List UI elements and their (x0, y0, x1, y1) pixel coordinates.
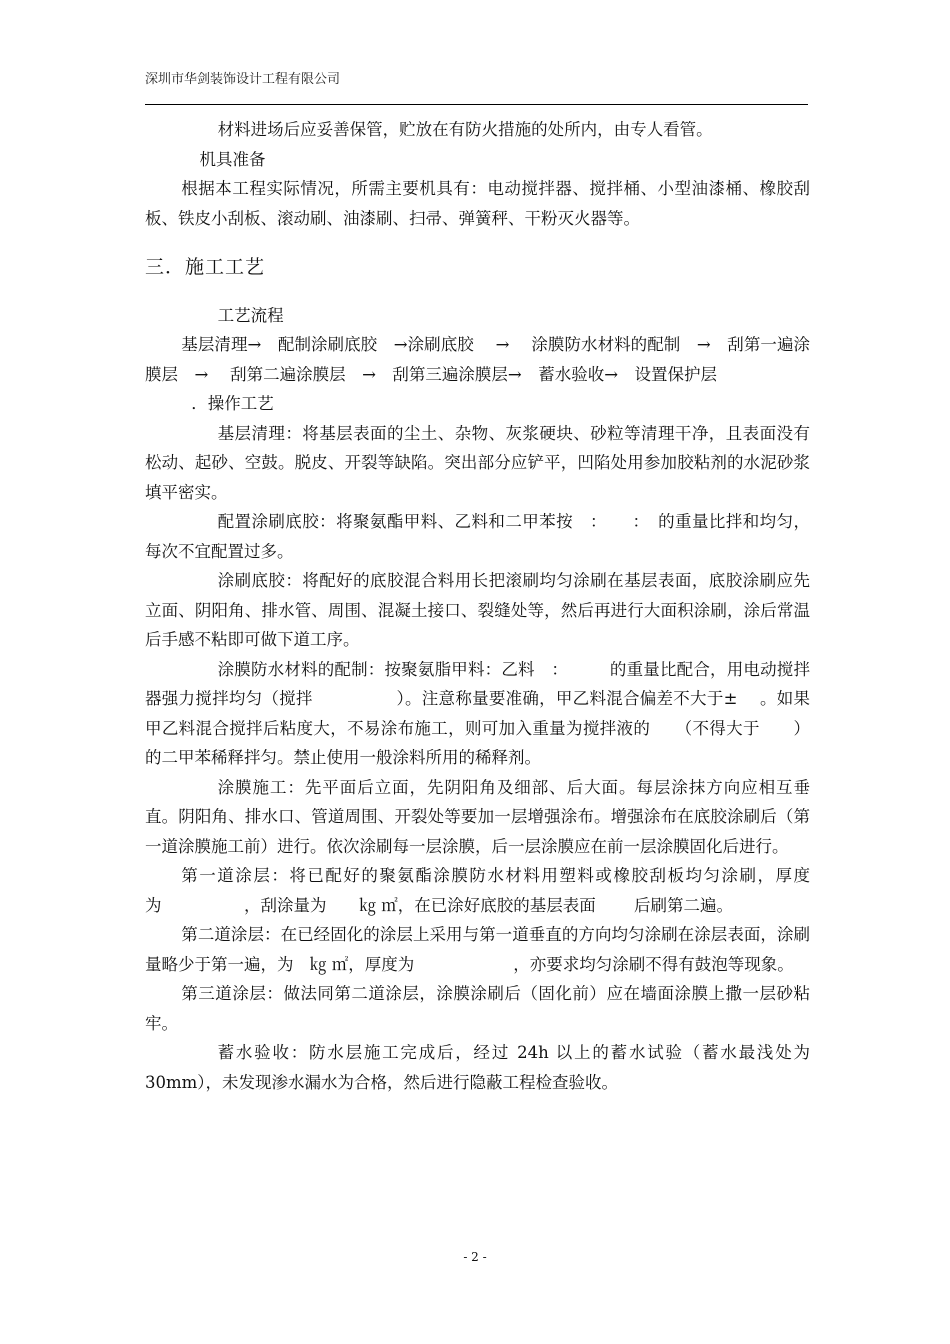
paragraph-water-test: 蓄水验收：防水层施工完成后，经过 24h 以上的蓄水试验（蓄水最浅处为 30mm），未发现渗水漏水为合格，然后进行隐蔽工程检查验收。 (145, 1043, 810, 1092)
subheading-operation: ．操作工艺 (191, 394, 274, 413)
paragraph-primer-brushing: 涂刷底胶：将配好的底胶混合料用长把滚刷均匀涂刷在基层表面，底胶涂刷应先立面、阴阳角、排水管、周围、混凝土接口、裂缝处等，然后再进行大面积涂刷，涂后常温 后手感不粘即可做下道工序。 (145, 571, 843, 649)
document-body (145, 115, 843, 1097)
section-heading-construction-process: 三．施工工艺 (145, 256, 266, 278)
paragraph-equipment-list: 根据本工程实际情况，所需主要机具有：电动搅拌器、搅拌桶、小型油漆桶、橡胶刮板、铁皮小刮板、滚动刷、油漆刷、扫帚、弹簧秤、干粉灭火器等。 (145, 179, 810, 228)
paragraph-primer-mixing: 配置涂刷底胶：将聚氨酯甲料、乙料和二甲苯按 ： ： 的重量比拌和均匀，每次不宜配置过多。 (145, 512, 810, 561)
paragraph-first-coat: 第一道涂层：将已配好的聚氨酯涂膜防水材料用塑料或橡胶刮板均匀涂刷，厚度为 ，刮涂量为 ㎏ ㎡，在已涂好底胶的基层表面 后刷第二遍。 (145, 866, 810, 915)
paragraph-third-coat: 第三道涂层：做法同第二道涂层，涂膜涂刷后（固化前）应在墙面涂膜上撒一层砂粘牢。 (145, 984, 810, 1033)
subheading-process-flow: 工艺流程 (217, 305, 284, 325)
paragraph-base-cleaning: 基层清理：将基层表面的尘土、杂物、灰浆硬块、砂粒等清理干净，且表面没有松动、起砂、空鼓。脱皮、开裂等缺陷。突出部分应铲平，凹陷处用参加胶粘剂的水泥砂浆填平密实。 (145, 423, 810, 502)
paragraph-membrane-application: 涂膜施工：先平面后立面，先阴阳角及细部、后大面。每层涂抹方向应相互垂直。阴阳角、排水口、管道周围、开裂处等要加一层增强涂布。增强涂布在底胶涂刷后（第一道涂膜施工前）进行。依次涂刷每一层涂膜，后一层涂膜应在前一层涂膜固化后进行。 (145, 777, 810, 856)
header-rule (145, 104, 808, 105)
paragraph-material-storage: 材料进场后应妥善保管，贮放在有防火措施的处所内，由专人看管。 (217, 120, 713, 139)
subheading-equipment: 机具准备 (199, 149, 266, 169)
page-number: - 2 - (463, 1250, 487, 1264)
paragraph-process-flow: 基层清理→ 配制涂刷底胶 →涂刷底胶 → 涂膜防水材料的配制 → 刮第一遍涂膜层 → 刮第二遍涂膜层 → 刮第三遍涂膜层→ 蓄水验收→ 设置保护层 (145, 335, 810, 384)
paragraph-second-coat: 第二道涂层：在已经固化的涂层上采用与第一道垂直的方向均匀涂刷在涂层表面，涂刷量略少于第一遍，为 ㎏ ㎡，厚度为 ，亦要求均匀涂刷不得有鼓泡等现象。 (145, 925, 810, 974)
company-header: 深圳市华剑装饰设计工程有限公司 (145, 72, 341, 87)
paragraph-membrane-mixing: 涂膜防水材料的配制：按聚氨脂甲料：乙料 ： 的重量比配合，用电动搅拌器强力搅拌均匀（搅拌 ）。注意称量要准确，甲乙料混合偏差不大于± 。如果甲乙料混合搅拌后粘度大，不易涂布施工，则可加入重量为搅拌液的 （不得大于 ）的二甲苯稀释拌匀。禁止使用一般涂料所用的稀释剂。 (145, 659, 810, 767)
